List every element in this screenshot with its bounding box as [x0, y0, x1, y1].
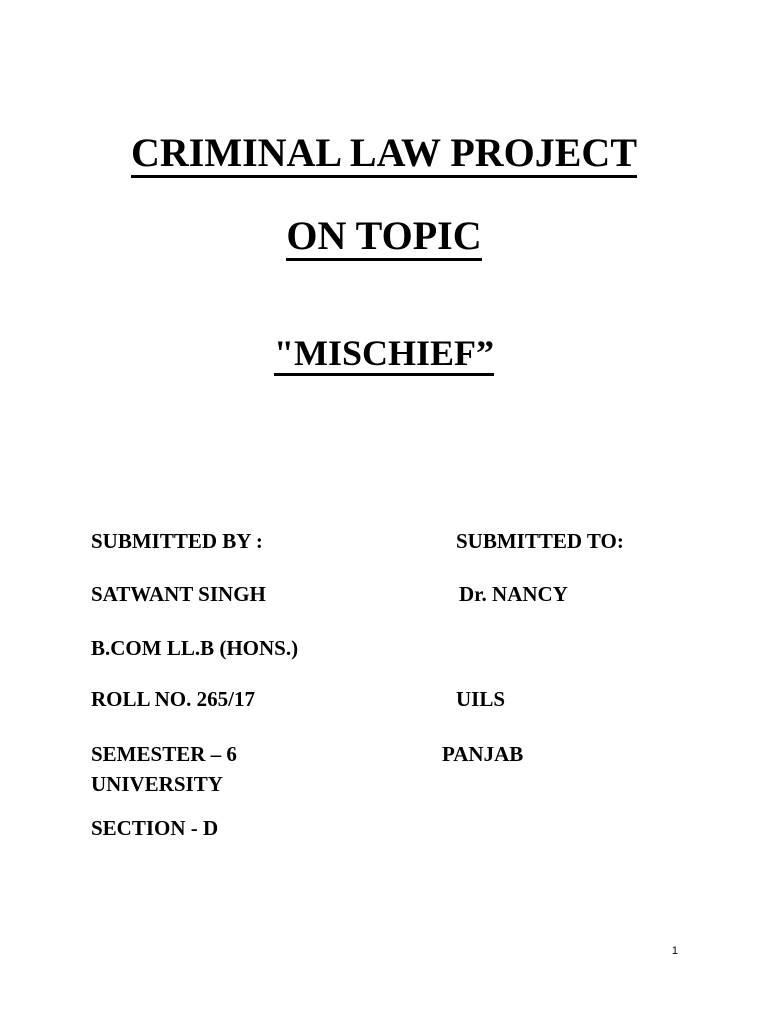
student-section: SECTION - D	[91, 816, 219, 840]
submitted-to-heading: SUBMITTED TO:	[456, 529, 624, 553]
teacher-name: Dr. NANCY	[459, 582, 568, 606]
student-name: SATWANT SINGH	[91, 582, 266, 606]
student-roll-no: ROLL NO. 265/17	[91, 687, 255, 711]
student-semester: SEMESTER – 6	[91, 742, 237, 766]
student-course: B.COM LL.B (HONS.)	[91, 636, 299, 660]
institute-name: UILS	[456, 687, 506, 711]
submitted-by-heading: SUBMITTED BY :	[91, 529, 263, 553]
document-title-text: CRIMINAL LAW PROJECT	[131, 133, 637, 178]
document-subtitle-text: ON TOPIC	[286, 216, 481, 261]
university-name-continued: UNIVERSITY	[91, 772, 223, 796]
document-subtitle	[0, 213, 768, 261]
page-number: 1	[671, 945, 678, 957]
document-topic-text: "MISCHIEF”	[274, 335, 494, 376]
document-title	[0, 130, 768, 178]
document-topic	[0, 335, 768, 376]
university-name: PANJAB	[442, 742, 524, 766]
